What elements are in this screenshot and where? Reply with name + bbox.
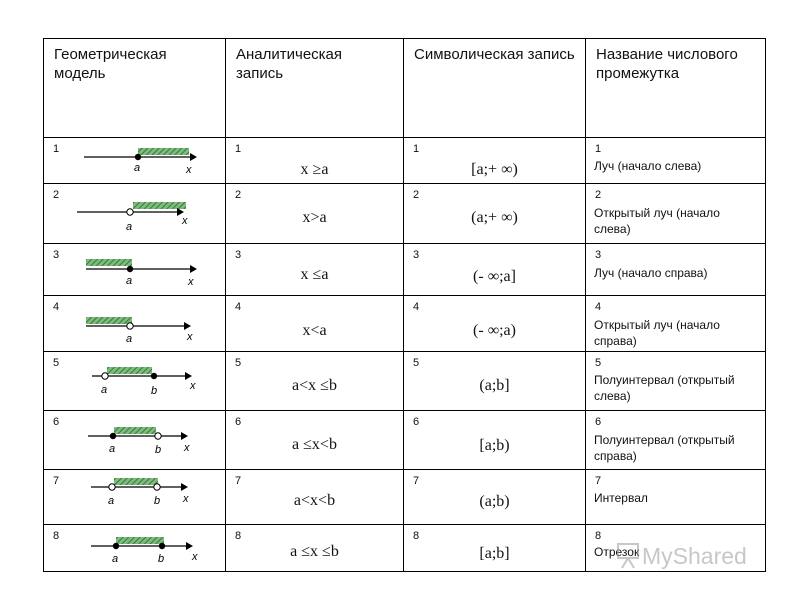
header-symbolic-notation	[404, 39, 586, 138]
analytic-cell	[226, 296, 404, 352]
row-number: 7	[413, 475, 420, 487]
shaded-region	[114, 478, 158, 485]
analytic-formula: x>a	[302, 209, 327, 226]
point-label-b: b	[155, 444, 162, 456]
interval-name-cell	[586, 184, 766, 244]
presentation-board-icon	[618, 544, 638, 568]
open-point-a	[127, 209, 133, 215]
symbolic-cell	[404, 352, 586, 411]
axis-label-x: x	[190, 380, 196, 392]
row-number: 1	[53, 143, 60, 155]
closed-point-b	[151, 373, 157, 379]
geometric-model-cell	[44, 244, 226, 296]
table-row	[44, 244, 766, 296]
symbolic-cell	[404, 138, 586, 184]
row-number: 1	[413, 143, 420, 155]
axis-label-x: x	[187, 331, 193, 343]
interval-name: Открытый луч (начало слева)	[594, 206, 720, 236]
row-number: 4	[595, 301, 602, 313]
shaded-region	[116, 537, 164, 544]
watermark-text: MyShared	[642, 543, 747, 569]
analytic-formula: x ≥a	[300, 161, 329, 178]
header-geometric-model	[44, 39, 226, 138]
row-number: 8	[595, 530, 602, 542]
axis-label-x: x	[188, 276, 194, 288]
closed-point-b	[159, 543, 165, 549]
number-intervals-table	[43, 38, 766, 572]
axis-arrow-icon	[186, 542, 193, 550]
point-label-b: b	[154, 495, 161, 507]
header-label: Название числового промежутка	[596, 46, 738, 82]
closed-point-a	[127, 266, 133, 272]
geometric-model-cell	[44, 411, 226, 470]
interval-name: Полуинтервал (открытый слева)	[594, 373, 735, 403]
row-number: 4	[413, 301, 420, 313]
number-line-diagram	[44, 411, 226, 470]
interval-name: Отрезок	[594, 545, 640, 559]
axis-arrow-icon	[185, 372, 192, 380]
interval-name: Открытый луч (начало справа)	[594, 318, 720, 348]
symbolic-cell	[404, 411, 586, 470]
interval-name: Интервал	[594, 491, 648, 505]
point-label-b: b	[151, 385, 158, 397]
interval-name-cell	[586, 411, 766, 470]
row-number: 6	[413, 416, 420, 428]
point-label-a: a	[126, 275, 133, 287]
number-line-diagram	[44, 138, 226, 184]
row-number: 5	[595, 357, 602, 369]
symbolic-formula: (a;b]	[479, 377, 510, 394]
geometric-model-cell	[44, 352, 226, 411]
symbolic-formula: [a;+ ∞)	[471, 161, 518, 178]
row-number: 5	[53, 357, 60, 369]
shaded-region	[86, 259, 132, 266]
row-number: 6	[595, 416, 602, 428]
axis-label-x: x	[182, 215, 188, 227]
row-number: 4	[235, 301, 242, 313]
table-row	[44, 470, 766, 525]
analytic-cell	[226, 244, 404, 296]
header-label: Аналитическая запись	[236, 46, 343, 82]
point-label-a: a	[101, 384, 108, 396]
axis-arrow-icon	[190, 153, 197, 161]
symbolic-cell	[404, 525, 586, 572]
axis-label-x: x	[192, 551, 198, 563]
axis-label-x: x	[183, 493, 189, 505]
watermark-logo	[616, 540, 762, 570]
analytic-cell	[226, 411, 404, 470]
row-number: 3	[595, 249, 602, 261]
row-number: 3	[235, 249, 242, 261]
header-row	[44, 39, 766, 138]
interval-name-cell	[586, 296, 766, 352]
row-number: 3	[413, 249, 420, 261]
analytic-cell	[226, 138, 404, 184]
row-number: 2	[595, 189, 602, 201]
symbolic-cell	[404, 470, 586, 525]
row-number: 8	[235, 530, 242, 542]
row-number: 5	[235, 357, 242, 369]
axis-label-x: x	[184, 442, 190, 454]
header-analytic-notation	[226, 39, 404, 138]
closed-point-a	[113, 543, 119, 549]
axis-arrow-icon	[181, 483, 188, 491]
analytic-cell	[226, 352, 404, 411]
geometric-model-cell	[44, 184, 226, 244]
open-point-a	[102, 373, 108, 379]
analytic-formula: a ≤x ≤b	[290, 543, 339, 560]
symbolic-formula: (- ∞;a]	[473, 268, 516, 285]
number-line-diagram	[44, 296, 226, 352]
axis-arrow-icon	[181, 432, 188, 440]
table-row	[44, 352, 766, 411]
point-label-a: a	[134, 162, 141, 174]
interval-name: Полуинтервал (открытый справа)	[594, 433, 735, 463]
table-row	[44, 296, 766, 352]
open-point-b	[155, 433, 161, 439]
analytic-cell	[226, 184, 404, 244]
open-point-a	[127, 323, 133, 329]
row-number: 6	[235, 416, 242, 428]
row-number: 2	[413, 189, 420, 201]
symbolic-formula: [a;b)	[479, 437, 510, 454]
row-number: 2	[235, 189, 242, 201]
row-number: 3	[53, 249, 60, 261]
shaded-region	[133, 202, 186, 209]
number-line-diagram	[44, 244, 226, 296]
row-number: 6	[53, 416, 60, 428]
symbolic-formula: (a;+ ∞)	[471, 209, 518, 226]
interval-name-cell	[586, 244, 766, 296]
analytic-formula: a<x<b	[293, 492, 336, 509]
table-row	[44, 138, 766, 184]
row-number: 8	[413, 530, 420, 542]
point-label-a: a	[108, 495, 115, 507]
geometric-model-cell	[44, 296, 226, 352]
closed-point-a	[135, 154, 141, 160]
symbolic-formula: (- ∞;a)	[473, 322, 516, 339]
row-number: 7	[595, 475, 602, 487]
point-label-a: a	[112, 553, 119, 565]
interval-name-cell	[586, 470, 766, 525]
symbolic-formula: (a;b)	[479, 493, 510, 510]
table-row	[44, 411, 766, 470]
symbolic-cell	[404, 184, 586, 244]
interval-name: Луч (начало слева)	[594, 159, 702, 173]
row-number: 7	[53, 475, 60, 487]
interval-name-cell	[586, 352, 766, 411]
row-number: 1	[235, 143, 242, 155]
point-label-b: b	[158, 553, 165, 565]
header-label: Символическая запись	[414, 46, 575, 63]
shaded-region	[107, 367, 152, 374]
open-point-b	[154, 484, 160, 490]
analytic-formula: x ≤a	[300, 266, 329, 283]
geometric-model-cell	[44, 138, 226, 184]
open-point-a	[109, 484, 115, 490]
symbolic-formula: [a;b]	[479, 545, 510, 562]
symbolic-cell	[404, 296, 586, 352]
row-number: 1	[595, 143, 602, 155]
axis-arrow-icon	[184, 322, 191, 330]
row-number: 5	[413, 357, 420, 369]
analytic-cell	[226, 470, 404, 525]
shaded-region	[114, 427, 156, 434]
table-row	[44, 184, 766, 244]
number-line-diagram	[44, 525, 226, 572]
number-line-diagram	[44, 470, 226, 525]
row-number: 4	[53, 301, 60, 313]
point-label-a: a	[126, 221, 133, 233]
axis-label-x: x	[186, 164, 192, 176]
shaded-region	[86, 317, 132, 324]
analytic-formula: x<a	[302, 322, 327, 339]
analytic-formula: a ≤x<b	[292, 436, 337, 453]
geometric-model-cell	[44, 470, 226, 525]
axis-arrow-icon	[190, 265, 197, 273]
number-line-diagram	[44, 352, 226, 411]
analytic-formula: a<x ≤b	[292, 377, 337, 394]
point-label-a: a	[109, 443, 116, 455]
row-number: 7	[235, 475, 242, 487]
interval-name-cell	[586, 138, 766, 184]
interval-name: Луч (начало справа)	[594, 266, 708, 280]
header-interval-name	[586, 39, 766, 138]
symbolic-cell	[404, 244, 586, 296]
header-label: Геометрическая модель	[54, 46, 167, 82]
geometric-model-cell	[44, 525, 226, 572]
closed-point-a	[110, 433, 116, 439]
analytic-cell	[226, 525, 404, 572]
number-line-diagram	[44, 184, 226, 244]
row-number: 2	[53, 189, 60, 201]
shaded-region	[138, 148, 189, 155]
point-label-a: a	[126, 333, 133, 345]
row-number: 8	[53, 530, 60, 542]
